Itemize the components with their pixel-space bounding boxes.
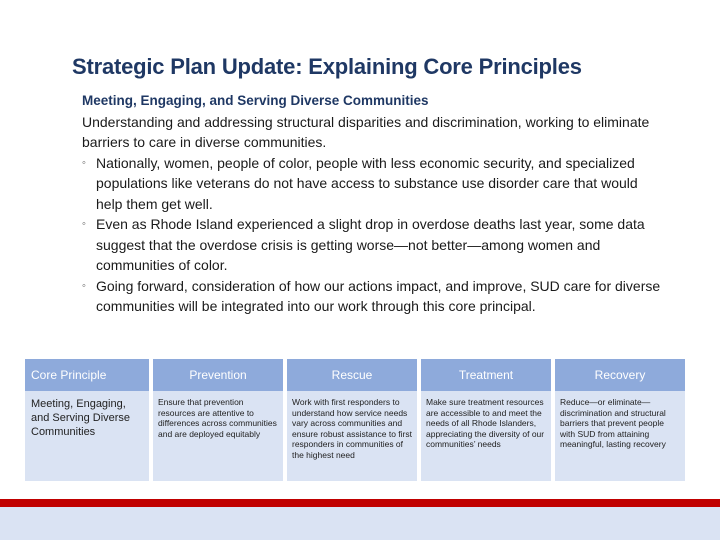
bullet-item (82, 153, 662, 215)
header-rescue: Rescue (287, 359, 417, 391)
table-header-row (25, 359, 685, 391)
header-core-principle: Core Principle (25, 359, 149, 391)
footer-band (0, 507, 720, 540)
slide-body (82, 91, 662, 317)
bullet-text: Even as Rhode Island experienced a slight drop in overdose deaths last year, some data suggest that the overdose crisis is getting worse—not better—among women and communities of color. (96, 216, 645, 273)
bullet-text: Nationally, women, people of color, people with less economic security, and specialized populations like veterans do not have access to substance use disorder care that would help them get well. (96, 154, 638, 212)
header-recovery: Recovery (555, 359, 685, 391)
bullet-list (82, 153, 662, 317)
bullet-circle-icon: ◦ (82, 156, 86, 169)
section-subheading: Meeting, Engaging, and Serving Diverse Communities (82, 93, 429, 108)
bullet-text: Going forward, consideration of how our actions impact, and improve, SUD care for diverse communities will be integrated into our work through this core principal. (96, 277, 661, 314)
bullet-item (82, 214, 662, 276)
cell-treatment: Make sure treatment resources are accessible to and meet the needs of all Rhode Islanders, appreciating the diversity of our communities’ needs (421, 391, 551, 481)
bullet-circle-icon: ◦ (82, 279, 86, 292)
table-row (25, 391, 685, 481)
header-prevention: Prevention (153, 359, 283, 391)
slide-title: Strategic Plan Update: Explaining Core Principles (72, 54, 582, 79)
cell-rescue: Work with first responders to understand how service needs vary across communities and ensure robust assistance to first responders in communities of the highest need (287, 391, 417, 481)
intro-paragraph: Understanding and addressing structural disparities and discrimination, working to eliminate barriers to care in diverse communities. (82, 113, 650, 150)
accent-bar (0, 499, 720, 507)
header-treatment: Treatment (421, 359, 551, 391)
principles-table-container (25, 359, 693, 481)
cell-recovery: Reduce—or eliminate—discrimination and structural barriers that prevent people with SUD from attaining meaningful, lasting recovery (555, 391, 685, 481)
bullet-circle-icon: ◦ (82, 218, 86, 230)
principles-table (21, 359, 689, 481)
cell-prevention: Ensure that prevention resources are attentive to differences across communities and are deployed equitably (153, 391, 283, 481)
cell-core-principle: Meeting, Engaging, and Serving Diverse Communities (25, 391, 149, 481)
bullet-item (82, 276, 662, 317)
